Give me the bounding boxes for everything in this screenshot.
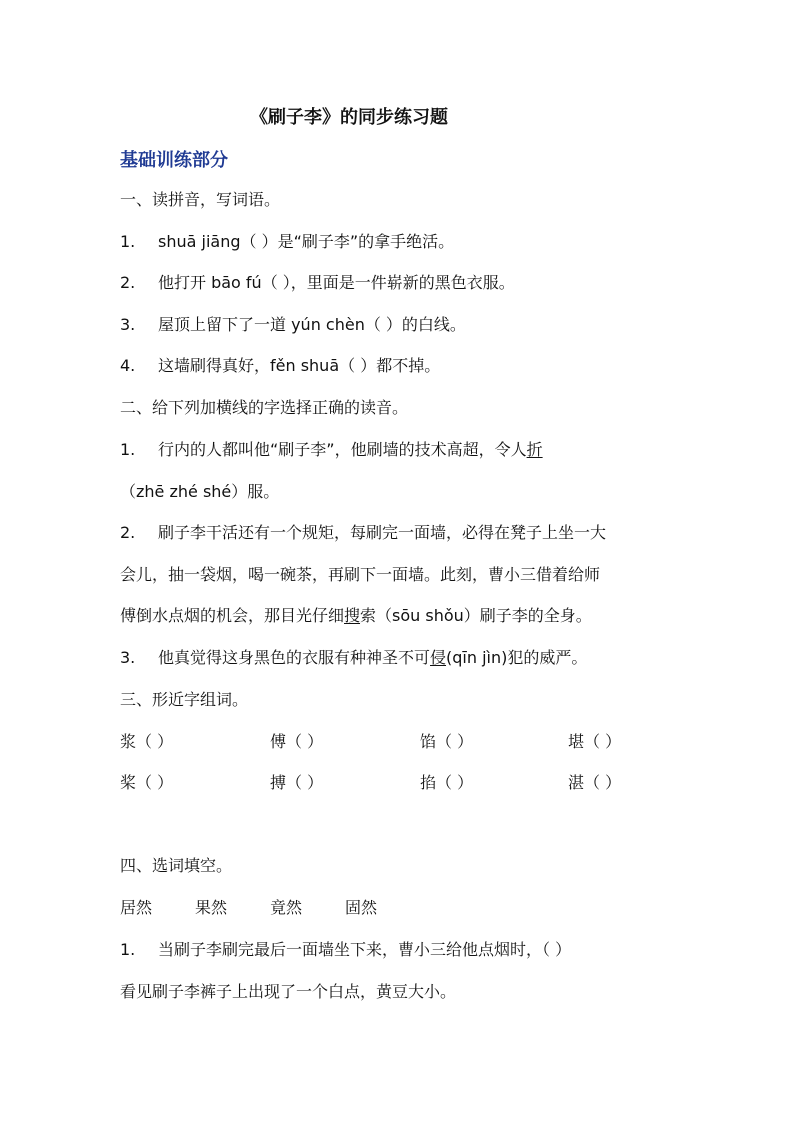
- underlined-character: 搜: [344, 606, 361, 625]
- item-text: 傅倒水点烟的机会，那目光仔细: [120, 606, 345, 625]
- word-choice: 竟然: [270, 898, 303, 917]
- item-text: 他真觉得这身黑色的衣服有种神圣不可: [158, 648, 431, 667]
- item-text: 他打开 bāo fú（ ），里面是一件崭新的黑色衣服。: [158, 273, 515, 292]
- section-heading: 基础训练部分: [120, 150, 228, 171]
- question-2-item-2-line-1: [120, 521, 606, 545]
- question-1-item-4: [120, 354, 440, 378]
- question-1-item-1: [120, 230, 454, 254]
- question-2-item-2-line-2: 会儿，抽一袋烟，喝一碗茶，再刷下一面墙。此刻，曹小三借着给师: [120, 565, 601, 584]
- question-2-item-3: [120, 646, 587, 670]
- question-2-item-1-line-1: [120, 438, 543, 462]
- underlined-character: 折: [526, 440, 543, 459]
- item-text: 屋顶上留下了一道 yún chèn（ ）的白线。: [158, 315, 466, 334]
- word-choice: 固然: [345, 898, 378, 917]
- item-number: 1.: [120, 940, 136, 959]
- question-4-heading: 四、选词填空。: [120, 856, 233, 875]
- question-1-heading: 一、读拼音，写词语。: [120, 190, 281, 209]
- item-text: 这墙刷得真好，fěn shuā（ ）都不掉。: [158, 356, 441, 375]
- question-3-heading: 三、形近字组词。: [120, 690, 249, 709]
- item-number: 4.: [120, 356, 136, 375]
- word-choice: 居然: [120, 898, 153, 917]
- question-4-item-1-line-2: 看见刷子李裤子上出现了一个白点，黄豆大小。: [120, 982, 457, 1001]
- question-2-item-2-line-3: [120, 604, 592, 628]
- word-choice: 果然: [195, 898, 228, 917]
- underlined-character: 侵: [430, 648, 447, 667]
- item-number: 1.: [120, 232, 136, 251]
- question-2-heading: 二、给下列加横线的字选择正确的读音。: [120, 398, 409, 417]
- item-number: 2.: [120, 523, 136, 542]
- question-1-item-2: [120, 271, 515, 295]
- item-number: 3.: [120, 315, 136, 334]
- word-pair-cell: 浆（ ）: [120, 732, 174, 751]
- item-text: 当刷子李刷完最后一面墙坐下来，曹小三给他点烟时，（ ）: [158, 940, 572, 959]
- item-text: 刷子李干活还有一个规矩，每刷完一面墙，必得在凳子上坐一大: [158, 523, 607, 542]
- item-number: 1.: [120, 440, 136, 459]
- question-1-item-3: [120, 313, 466, 337]
- item-text: shuā jiāng（ ）是“刷子李”的拿手绝活。: [158, 232, 455, 251]
- question-2-item-1-line-2: （zhē zhé shé）服。: [120, 482, 280, 501]
- word-pair-cell: 湛（ ）: [568, 773, 622, 792]
- item-number: 3.: [120, 648, 136, 667]
- item-number: 2.: [120, 273, 136, 292]
- word-pair-cell: 掐（ ）: [420, 773, 474, 792]
- word-pair-cell: 搏（ ）: [270, 773, 324, 792]
- page-title: 《刷子李》的同步练习题: [250, 107, 448, 128]
- word-pair-cell: 馅（ ）: [420, 732, 474, 751]
- question-4-item-1-line-1: [120, 938, 571, 962]
- word-pair-cell: 傅（ ）: [270, 732, 324, 751]
- item-text: 索（sōu shǒu）刷子李的全身。: [360, 606, 592, 625]
- word-pair-cell: 桨（ ）: [120, 773, 174, 792]
- item-text: 行内的人都叫他“刷子李”，他刷墙的技术高超，令人: [158, 440, 527, 459]
- word-pair-cell: 堪（ ）: [568, 732, 622, 751]
- item-text: (qīn jìn)犯的威严。: [446, 648, 588, 667]
